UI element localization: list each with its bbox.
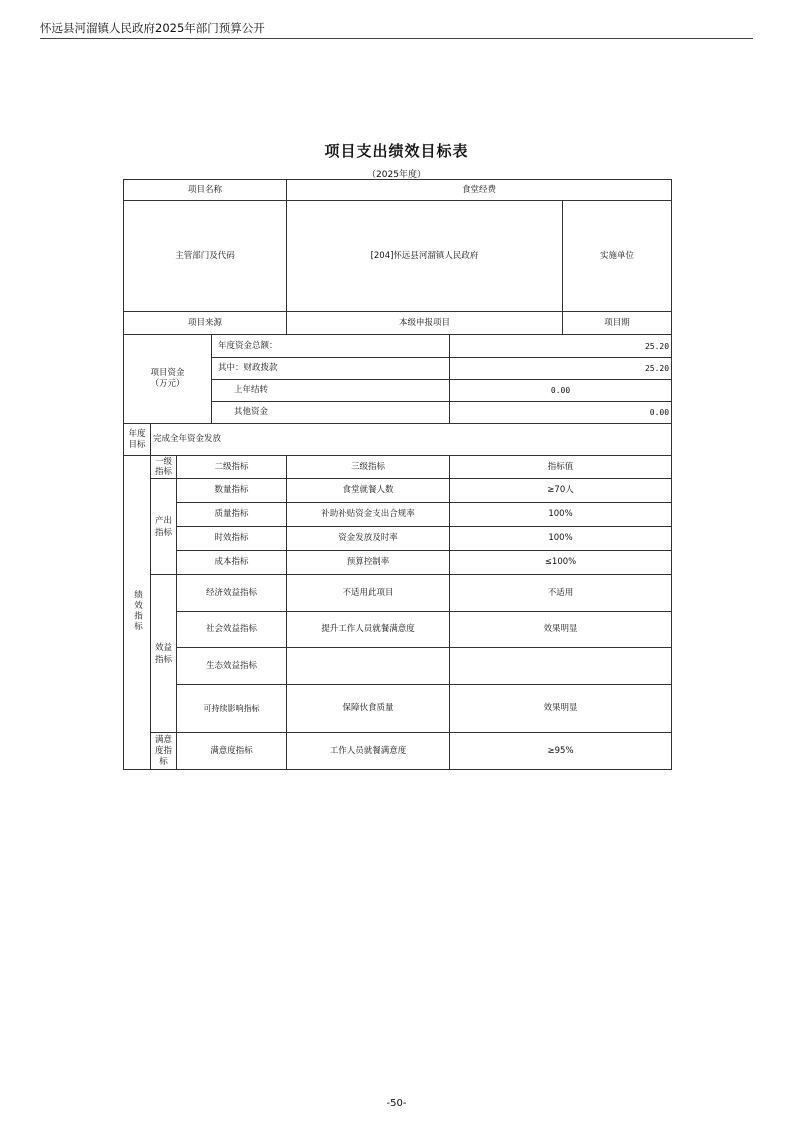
output-l3-cost: 预算控制率 [287, 551, 450, 575]
dept-label: 主管部门及代码 [124, 201, 287, 312]
output-l3-quantity: 食堂就餐人数 [287, 479, 450, 503]
output-l2-timeliness: 时效指标 [177, 527, 287, 551]
period-label: 项目期 [563, 312, 672, 335]
indicator-row [124, 479, 672, 503]
indicator-row [124, 733, 672, 770]
row-annual-goal [124, 424, 672, 456]
source-value: 本级申报项目 [287, 312, 563, 335]
output-l2-quantity: 数量指标 [177, 479, 287, 503]
output-l2-cost: 成本指标 [177, 551, 287, 575]
annual-goal-label-line1: 年度 [128, 428, 146, 439]
project-name-label: 项目名称 [124, 180, 287, 201]
funds-label-line1: 项目资金 [150, 368, 185, 378]
row-dept [124, 201, 672, 312]
page-header: 怀远县河溜镇人民政府2025年部门预算公开 [40, 21, 265, 35]
funds-label [124, 335, 212, 424]
perf-indicator-text: 绩效指标 [132, 589, 143, 632]
page-number: -50- [386, 1098, 407, 1109]
benefit-l3-sustainable: 保障伙食质量 [287, 685, 450, 733]
satisfaction-l3: 工作人员就餐满意度 [287, 733, 450, 770]
row-funds-total [124, 335, 672, 358]
level1-header: 一级指标 [151, 456, 177, 479]
benefit-indicator-label: 效益指标 [151, 575, 177, 733]
row-indicator-header [124, 456, 672, 479]
indicator-row [124, 612, 672, 648]
value-header: 指标值 [450, 456, 672, 479]
output-value-timeliness: 100% [450, 527, 672, 551]
output-l2-quality: 质量指标 [177, 503, 287, 527]
indicator-row [124, 648, 672, 685]
benefit-l2-ecological: 生态效益指标 [177, 648, 287, 685]
indicator-row [124, 551, 672, 575]
funds-label-line2: （万元） [150, 379, 185, 389]
dept-value: [204]怀远县河溜镇人民政府 [287, 201, 563, 312]
output-value-quantity: ≥70人 [450, 479, 672, 503]
indicator-row [124, 685, 672, 733]
output-l3-timeliness: 资金发放及时率 [287, 527, 450, 551]
project-name-value: 食堂经费 [287, 180, 672, 201]
funds-total-label: 年度资金总额： [212, 335, 450, 358]
funds-carryover-value: 0.00 [450, 380, 672, 402]
indicator-row [124, 575, 672, 612]
level3-header: 三级指标 [287, 456, 450, 479]
benefit-l2-economic: 经济效益指标 [177, 575, 287, 612]
funds-total-value: 25.20 [450, 335, 672, 358]
output-indicator-label: 产出指标 [151, 479, 177, 575]
header-rule [40, 38, 753, 39]
annual-goal-value: 完成全年资金发放 [151, 424, 672, 456]
performance-table [123, 179, 672, 770]
table-subtitle: （2025年度） [367, 170, 426, 180]
benefit-value-sustainable: 效果明显 [450, 685, 672, 733]
funds-other-value: 0.00 [450, 402, 672, 424]
benefit-l2-sustainable: 可持续影响指标 [177, 685, 287, 733]
benefit-l3-economic: 不适用此项目 [287, 575, 450, 612]
benefit-l3-ecological [287, 648, 450, 685]
perf-indicator-label [124, 456, 151, 770]
output-value-quality: 100% [450, 503, 672, 527]
indicator-row [124, 527, 672, 551]
satisfaction-l2: 满意度指标 [177, 733, 287, 770]
benefit-l3-social: 提升工作人员就餐满意度 [287, 612, 450, 648]
output-value-cost: ≤100% [450, 551, 672, 575]
satisfaction-value: ≥95% [450, 733, 672, 770]
funds-other-label: 其他资金 [212, 402, 450, 424]
source-label: 项目来源 [124, 312, 287, 335]
funds-fiscal-label: 其中：财政拨款 [212, 358, 450, 380]
benefit-value-ecological [450, 648, 672, 685]
funds-carryover-label: 上年结转 [212, 380, 450, 402]
annual-goal-label-line2: 目标 [128, 439, 146, 450]
annual-goal-label [124, 424, 151, 456]
level2-header: 二级指标 [177, 456, 287, 479]
table-title: 项目支出绩效目标表 [324, 142, 469, 160]
benefit-value-economic: 不适用 [450, 575, 672, 612]
funds-fiscal-value: 25.20 [450, 358, 672, 380]
row-project-name [124, 180, 672, 201]
row-source [124, 312, 672, 335]
benefit-l2-social: 社会效益指标 [177, 612, 287, 648]
benefit-value-social: 效果明显 [450, 612, 672, 648]
indicator-row [124, 503, 672, 527]
output-l3-quality: 补助补贴资金支出合规率 [287, 503, 450, 527]
satisfaction-indicator-label: 满意度指标 [151, 733, 177, 770]
impl-label: 实施单位 [563, 201, 672, 312]
